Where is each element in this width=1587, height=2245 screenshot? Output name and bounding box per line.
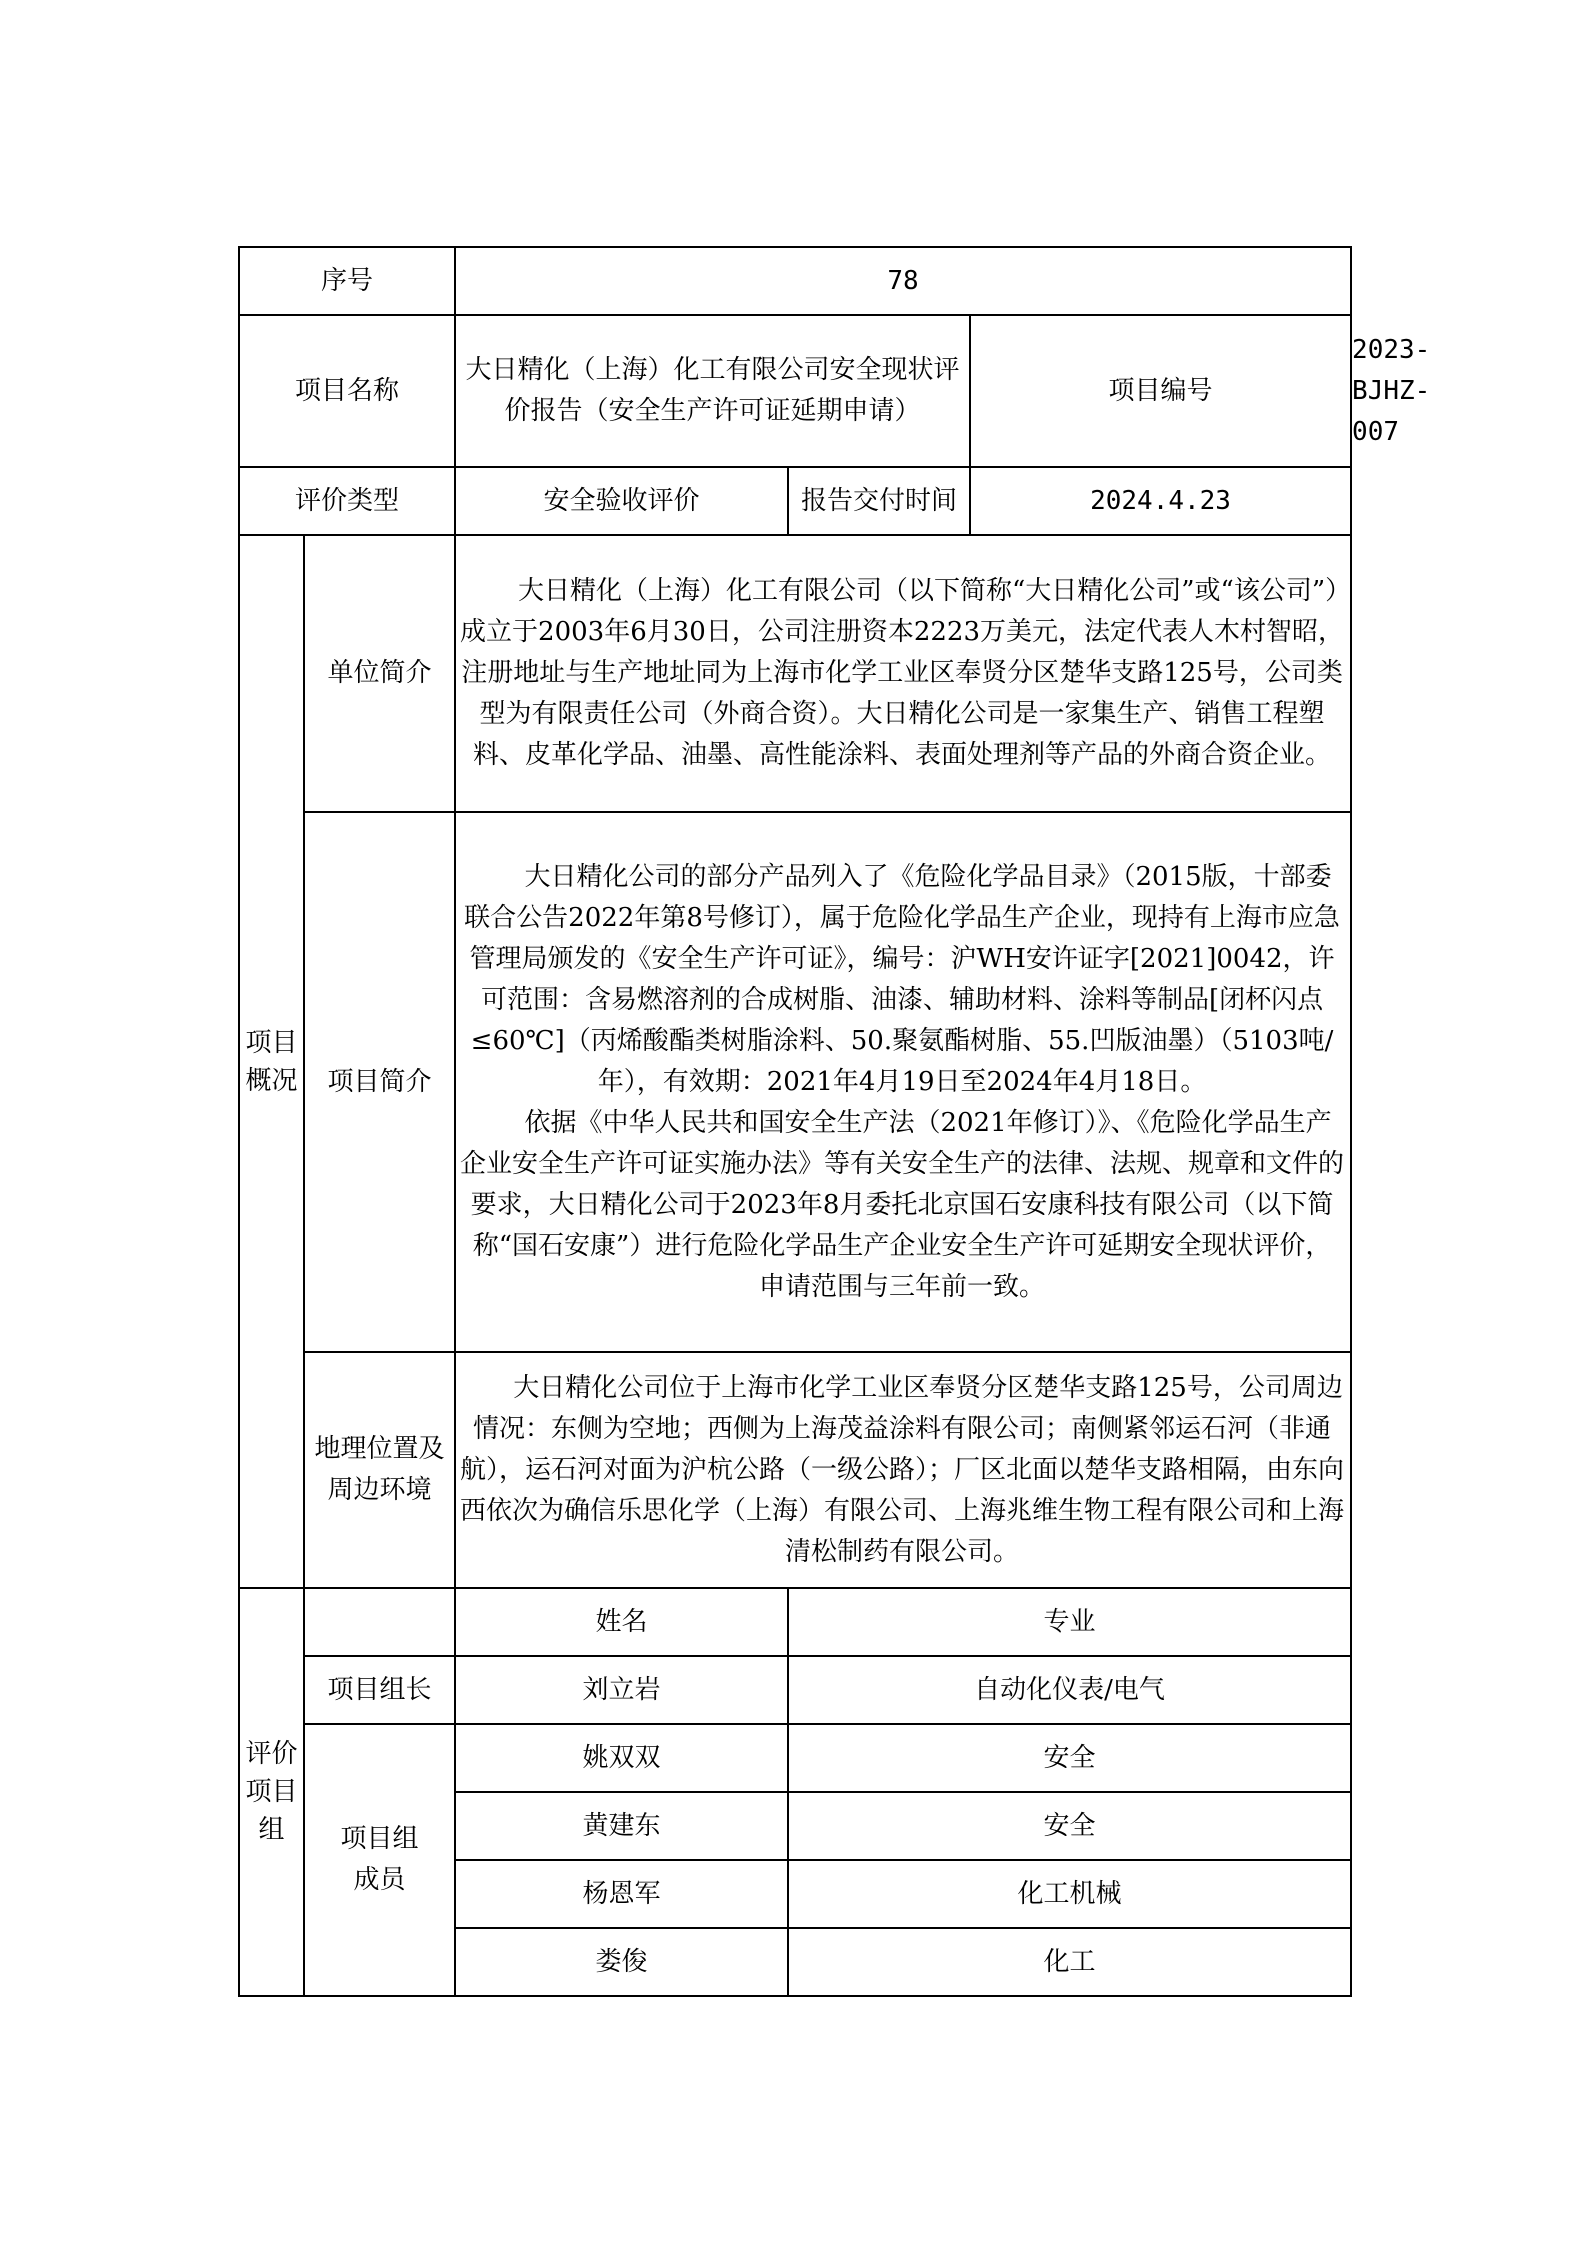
project-code-label: 项目编号 (970, 315, 1351, 467)
delivery-value: 2024.4.23 (970, 467, 1351, 535)
col-major-header: 专业 (788, 1588, 1351, 1656)
unit-intro-paragraph: 大日精化（上海）化工有限公司（以下简称“大日精化公司”或“该公司”）成立于2003年6月30日，公司注册资本2223万美元，法定代表人木村智昭，注册地址与生产地址同为上海市化学工业区奉贤分区楚华支路125号，公司类型为有限责任公司（外商合资）。大日精化公司是一家集生产、销售工程塑料、皮革化学品、油墨、高性能涂料、表面处理剂等产品的外商合资企业。 (460, 576, 1345, 770)
project-info-table (238, 246, 1431, 1997)
seq-value: 78 (455, 247, 1351, 315)
leader-name: 刘立岩 (455, 1656, 788, 1724)
member-major: 安全 (788, 1724, 1351, 1792)
member-major: 化工 (788, 1928, 1351, 1996)
unit-intro-text (455, 535, 1351, 812)
project-intro-text (455, 812, 1351, 1352)
member-name: 姚双双 (455, 1724, 788, 1792)
member-name: 黄建东 (455, 1792, 788, 1860)
members-label: 项目组成员 (304, 1724, 455, 1996)
location-label: 地理位置及周边环境 (304, 1352, 455, 1588)
delivery-label: 报告交付时间 (788, 467, 970, 535)
eval-type-row (239, 467, 1351, 535)
team-leader-row (239, 1656, 1351, 1724)
location-paragraph: 大日精化公司位于上海市化学工业区奉贤分区楚华支路125号，公司周边情况：东侧为空地；西侧为上海茂益涂料有限公司；南侧紧邻运石河（非通航），运石河对面为沪杭公路（一级公路）；厂区北面以楚华支路相隔，由东向西依次为确信乐思化学（上海）有限公司、上海兆维生物工程有限公司和上海清松制药有限公司。 (460, 1372, 1345, 1567)
eval-type-value: 安全验收评价 (455, 467, 788, 535)
member-name: 杨恩军 (455, 1860, 788, 1928)
unit-intro-label: 单位简介 (304, 535, 455, 812)
project-name-label: 项目名称 (239, 315, 455, 467)
seq-label: 序号 (239, 247, 455, 315)
leader-major: 自动化仪表/电气 (788, 1656, 1351, 1724)
eval-type-label: 评价类型 (239, 467, 455, 535)
project-intro-paragraph-2: 依据《中华人民共和国安全生产法（2021年修订）》、《危险化学品生产企业安全生产许可证实施办法》等有关安全生产的法律、法规、规章和文件的要求，大日精化公司于2023年8月委托北京国石安康科技有限公司（以下简称“国石安康”）进行危险化学品生产企业安全生产许可延期安全现状评价，申请范围与三年前一致。 (460, 1107, 1345, 1302)
project-intro-paragraph-1: 大日精化公司的部分产品列入了《危险化学品目录》（2015版，十部委联合公告2022年第8号修订），属于危险化学品生产企业，现持有上海市应急管理局颁发的《安全生产许可证》，编号：沪WH安许证字[2021]0042，许可范围：含易燃溶剂的合成树脂、油漆、辅助材料、涂料等制品[闭杯闪点≤60℃]（丙烯酸酯类树脂涂料、50.聚氨酯树脂、55.凹版油墨）（5103吨/年），有效期：2021年4月19日至2024年4月18日。 (464, 861, 1340, 1097)
seq-row (239, 247, 1351, 315)
member-major: 安全 (788, 1792, 1351, 1860)
member-name: 娄俊 (455, 1928, 788, 1996)
team-label: 评价项目组 (239, 1588, 304, 1996)
project-name-row: 项目名称 大日精化（上海）化工有限公司安全现状评价报告（安全生产许可证延期申请） 项目编号 2023-BJHZ-007 (239, 315, 1351, 467)
team-header-blank (304, 1588, 455, 1656)
team-header-row (239, 1588, 1351, 1656)
project-name-value: 大日精化（上海）化工有限公司安全现状评价报告（安全生产许可证延期申请） (455, 315, 970, 467)
member-major: 化工机械 (788, 1860, 1351, 1928)
project-intro-row (239, 812, 1351, 1352)
leader-label: 项目组长 (304, 1656, 455, 1724)
location-row (239, 1352, 1351, 1588)
project-intro-label: 项目简介 (304, 812, 455, 1352)
location-text (455, 1352, 1351, 1588)
unit-intro-row (239, 535, 1351, 812)
col-name-header: 姓名 (455, 1588, 788, 1656)
overview-label: 项目概况 (239, 535, 304, 1588)
team-member-row (239, 1724, 1351, 1792)
